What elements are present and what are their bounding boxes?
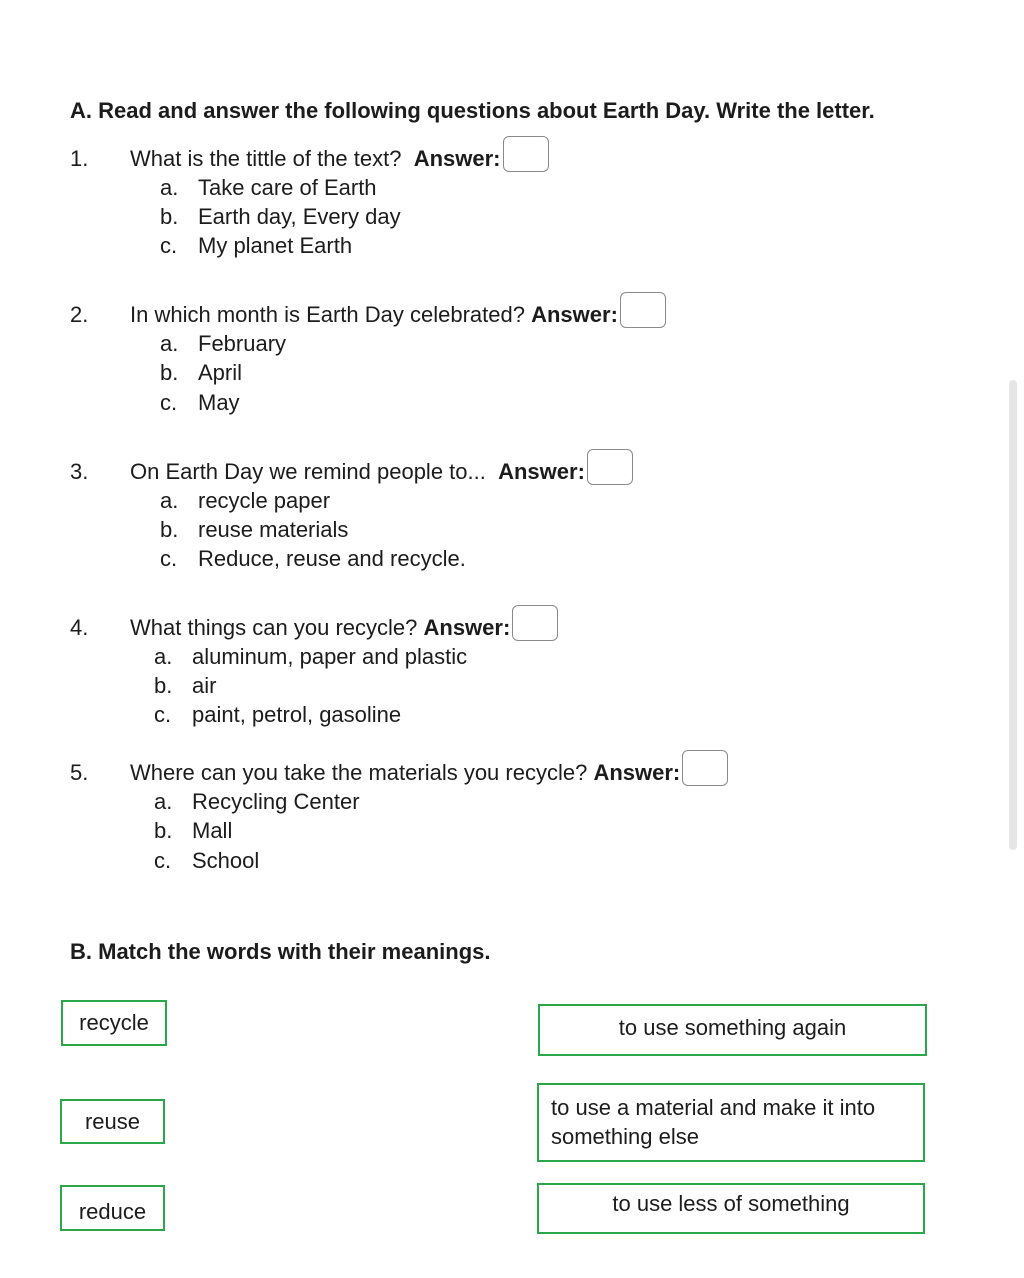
option-5a: a. Recycling Center bbox=[154, 789, 360, 814]
option-1a: a. Take care of Earth bbox=[160, 175, 377, 200]
option-4b: b. air bbox=[154, 673, 217, 698]
option-2c: c. May bbox=[160, 390, 240, 415]
meaning-card-use-less[interactable]: to use less of something bbox=[537, 1183, 925, 1234]
answer-label: Answer: bbox=[498, 459, 585, 484]
option-3a: a. recycle paper bbox=[160, 488, 331, 513]
answer-label: Answer: bbox=[413, 146, 501, 171]
answer-box-1[interactable] bbox=[503, 136, 549, 172]
question-text: What is the tittle of the text? bbox=[130, 146, 402, 171]
meaning-card-make-into-else[interactable]: to use a material and make it into something else bbox=[537, 1083, 925, 1162]
question-number: 3. bbox=[70, 459, 89, 484]
option-5b: b. Mall bbox=[154, 818, 233, 843]
answer-box-3[interactable] bbox=[587, 449, 633, 485]
question-text: On Earth Day we remind people to... bbox=[130, 459, 486, 484]
question-number: 5. bbox=[70, 760, 89, 785]
question-number: 2. bbox=[70, 302, 89, 327]
option-1b: b. Earth day, Every day bbox=[160, 204, 401, 229]
option-4c: c. paint, petrol, gasoline bbox=[154, 702, 402, 727]
answer-label: Answer: bbox=[593, 760, 681, 785]
section-b-heading: B. Match the words with their meanings. bbox=[70, 939, 491, 964]
answer-box-5[interactable] bbox=[682, 750, 728, 786]
option-5c: c. School bbox=[154, 848, 260, 873]
option-4a: a. aluminum, paper and plastic bbox=[154, 644, 468, 669]
question-text: What things can you recycle? bbox=[130, 615, 418, 640]
option-1c: c. My planet Earth bbox=[160, 233, 353, 258]
question-text: In which month is Earth Day celebrated? bbox=[130, 302, 525, 327]
word-card-reduce[interactable]: reduce bbox=[60, 1185, 165, 1231]
option-3c: c. Reduce, reuse and recycle. bbox=[160, 546, 466, 571]
meaning-card-use-again[interactable]: to use something again bbox=[538, 1004, 927, 1056]
question-number: 4. bbox=[70, 615, 89, 640]
section-a-heading: A. Read and answer the following questions about Earth Day. Write the letter. bbox=[70, 98, 875, 123]
option-2a: a. February bbox=[160, 331, 287, 356]
answer-label: Answer: bbox=[531, 302, 618, 327]
option-3b: b. reuse materials bbox=[160, 517, 349, 542]
word-card-recycle[interactable]: recycle bbox=[61, 1000, 167, 1046]
option-2b: b. April bbox=[160, 360, 243, 385]
answer-label: Answer: bbox=[423, 615, 511, 640]
answer-box-2[interactable] bbox=[620, 292, 666, 328]
word-card-reuse[interactable]: reuse bbox=[60, 1099, 165, 1144]
question-number: 1. bbox=[70, 146, 89, 171]
answer-box-4[interactable] bbox=[512, 605, 558, 641]
question-text: Where can you take the materials you recycle? bbox=[130, 760, 588, 785]
scrollbar[interactable] bbox=[1009, 380, 1017, 850]
